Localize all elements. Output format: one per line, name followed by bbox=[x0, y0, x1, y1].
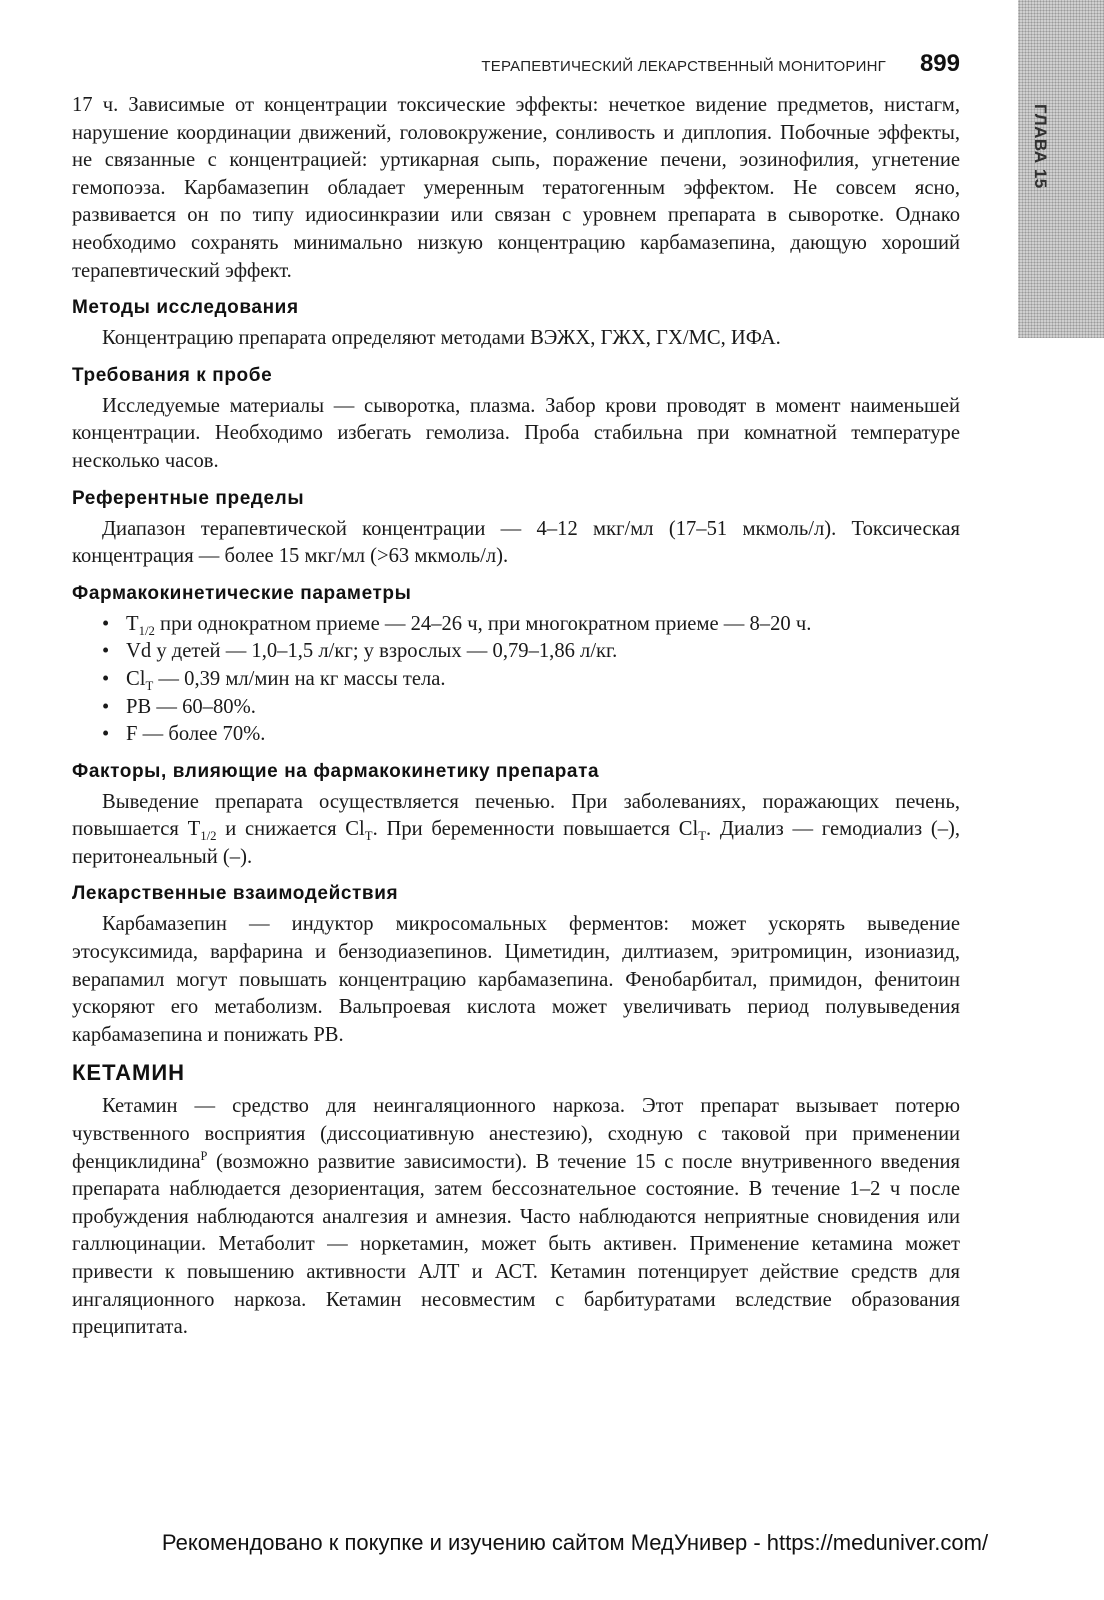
methods-text: Концентрацию препарата определяют методами ВЭЖХ, ГЖХ, ГХ/МС, ИФА. bbox=[102, 327, 781, 350]
footer-recommendation: Рекомендовано к покупке и изучению сайтом МедУнивер - https://meduniver.com/ bbox=[161, 1530, 989, 1555]
sample-heading: Требования к пробе bbox=[72, 364, 273, 386]
page-number: 899 bbox=[919, 50, 960, 77]
ketamine-text: Кетамин — средство для неингаляционного наркоза. Этот препарат вызывает потерю чувственного восприятия (диссоциативную анестезию), сходную с таковой при применении фенциклидина$^Р$ (возможно развитие зависимости). В течение 15 с после внутривенного введения препарата наблюдается дезориентация, затем бессознательное состояние. В течение 1–2 ч после пробуждения наблюдаются аналгезия и амнезия. Часто наблюдаются неприятные сновидения или галлюцинации. Метаболит — норкетамин, может быть активен. Применение кетамина может привести к повышению активности АЛТ и АСТ. Кетамин потенцирует действие средств для ингаляционного наркоза. Кетамин несовместим с барбитуратами вследствие образования преципитата. bbox=[72, 1095, 960, 1339]
registered-mark: Р bbox=[200, 1148, 208, 1163]
page-body bbox=[72, 92, 960, 1342]
factors-text: Выведение препарата осуществляется печенью. При заболеваниях, поражающих печень, повышается $T_{1/2}$ и снижается $Cl_T$. При беременности повышается $Cl_T$. Диализ — гемодиализ (–), перитонеальный (–). bbox=[72, 790, 961, 868]
pk-item-clearance: • $Cl_T$ — 0,39 мл/мин на кг массы тела. bbox=[102, 666, 960, 694]
running-title: ТЕРАПЕВТИЧЕСКИЙ ЛЕКАРСТВЕННЫЙ МОНИТОРИНГ bbox=[481, 58, 886, 75]
pk-item-half-life: • $T_{1/2}$ при однократном приеме — 24–26 ч, при многократном приеме — 8–20 ч. bbox=[102, 611, 960, 639]
chapter-tab-label: ГЛАВА 15 bbox=[1031, 104, 1050, 189]
pk-item-volume: • Vd у детей — 1,0–1,5 л/кг; у взрослых — 0,79–1,86 л/кг. bbox=[102, 638, 960, 666]
intro-paragraph: 17 ч. Зависимые от концентрации токсические эффекты: нечеткое видение предметов, нистагм, нарушение координации движений, головокружение, сонливость и диплопия. Побочные эффекты, не связанные с концентрацией: уртикарная сыпь, поражение печени, эозинофилия, угнетение гемопоэза. Карбамазепин обладает умеренным тератогенным эффектом. Не совсем ясно, развивается он по типу идиосинкразии или связан с уровнем препарата в сыворотке. Однако необходимо сохранять минимально низкую концентрацию карбамазепина, дающую хороший терапевтический эффект. bbox=[72, 94, 960, 282]
methods-heading: Методы исследования bbox=[72, 297, 299, 319]
interactions-text: Карбамазепин — индуктор микросомальных ферментов: может ускорять выведение этосуксимида, варфарина и бензодиазепинов. Циметидин, дилтиазем, эритромицин, изониазид, верапамил могут повышать концентрацию карбамазепина. Фенобарбитал, примидон, фенитоин ускоряют его метаболизм. Вальпроевая кислота может увеличивать период полувыведения карбамазепина и понижать PB. bbox=[72, 913, 960, 1046]
reference-heading: Референтные пределы bbox=[72, 487, 305, 509]
factors-heading: Факторы, влияющие на фармакокинетику препарата bbox=[72, 760, 600, 782]
pk-item-protein-binding: • PB — 60–80%. bbox=[102, 694, 960, 722]
pk-heading: Фармакокинетические параметры bbox=[72, 582, 412, 604]
ketamine-heading: КЕТАМИН bbox=[72, 1060, 186, 1086]
sample-text: Исследуемые материалы — сыворотка, плазма. Забор крови проводят в момент наименьшей концентрации. Необходимо избегать гемолиза. Проба стабильна при комнатной температуре несколько часов. bbox=[72, 394, 960, 472]
pk-list bbox=[72, 611, 960, 749]
reference-text: Диапазон терапевтической концентрации — 4–12 мкг/мл (17–51 мкмоль/л). Токсическая концентрация — более 15 мкг/мл (>63 мкмоль/л). bbox=[72, 517, 960, 568]
running-header bbox=[72, 50, 960, 80]
pk-item-bioavailability: • F — более 70%. bbox=[102, 721, 960, 749]
interactions-heading: Лекарственные взаимодействия bbox=[72, 883, 399, 905]
